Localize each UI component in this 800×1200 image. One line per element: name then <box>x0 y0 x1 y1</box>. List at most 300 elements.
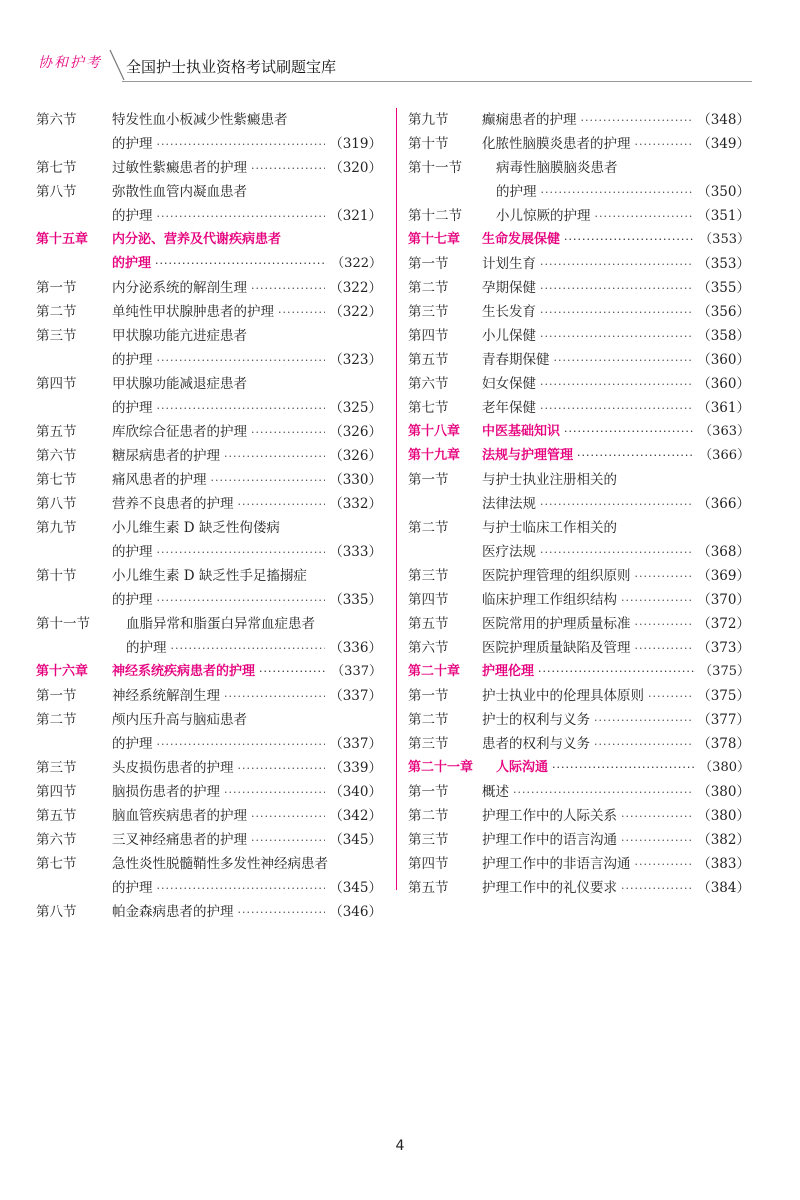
toc-entry-page: （321） <box>329 208 382 224</box>
toc-entry-page: （326） <box>329 424 382 440</box>
toc-entry-label: 第二节 <box>408 712 449 728</box>
dot-leader <box>554 349 694 373</box>
toc-section-entry <box>408 516 750 540</box>
toc-entry-label: 第九节 <box>408 112 449 128</box>
toc-section-entry <box>36 348 382 372</box>
toc-entry-label: 第十一节 <box>408 160 462 176</box>
toc-entry-title: 计划生育 <box>482 256 536 272</box>
toc-chapter-entry <box>408 660 750 684</box>
toc-entry-page: （366） <box>699 448 750 463</box>
toc-entry-page: （345） <box>329 832 382 848</box>
toc-section-entry <box>408 636 750 660</box>
toc-entry-page: （326） <box>329 448 382 464</box>
toc-entry-title: 护理工作中的非语言沟通 <box>482 856 631 872</box>
toc-section-entry <box>36 324 382 348</box>
dot-leader <box>621 877 693 901</box>
toc-entry-title: 过敏性紫癜患者的护理 <box>112 160 247 176</box>
dot-leader <box>621 829 693 853</box>
toc-entry-title: 妇女保健 <box>482 376 536 392</box>
toc-entry-title: 中医基础知识 <box>482 424 561 439</box>
dot-leader <box>540 277 693 301</box>
dot-leader <box>224 685 325 709</box>
toc-entry-title: 的护理 <box>112 736 153 752</box>
dot-leader <box>238 901 326 925</box>
dot-leader <box>157 397 326 421</box>
dot-leader <box>251 157 325 181</box>
toc-section-entry <box>408 372 750 396</box>
toc-entry-title: 内分泌系统的解剖生理 <box>112 280 247 296</box>
toc-section-entry <box>36 876 382 900</box>
toc-entry-label: 第三节 <box>36 760 77 776</box>
toc-section-entry <box>36 852 382 876</box>
toc-entry-title: 内分泌、营养及代谢疾病患者 <box>112 232 282 247</box>
toc-section-entry <box>408 708 750 732</box>
toc-entry-title: 小儿保健 <box>482 328 536 344</box>
toc-entry-label: 第十节 <box>36 568 77 584</box>
toc-entry-page: （382） <box>697 832 750 848</box>
toc-entry-title: 的护理 <box>112 208 153 224</box>
dot-leader <box>251 829 325 853</box>
toc-section-entry <box>36 900 382 924</box>
toc-entry-title: 库欣综合征患者的护理 <box>112 424 247 440</box>
toc-section-entry <box>36 564 382 588</box>
toc-section-entry <box>408 732 750 756</box>
toc-entry-title: 三叉神经痛患者的护理 <box>112 832 247 848</box>
toc-section-entry <box>36 540 382 564</box>
toc-entry-label: 第十二节 <box>408 208 462 224</box>
dot-leader <box>513 781 693 805</box>
toc-entry-title: 营养不良患者的护理 <box>112 496 234 512</box>
toc-entry-page: （337） <box>329 736 382 752</box>
toc-entry-label: 第一节 <box>36 688 77 704</box>
toc-entry-label: 第一节 <box>408 784 449 800</box>
toc-entry-title: 的护理 <box>112 136 153 152</box>
toc-entry-label: 第六节 <box>36 112 77 128</box>
page-header <box>0 0 800 82</box>
toc-entry-title: 的护理 <box>112 352 153 368</box>
toc-entry-page: （368） <box>697 544 750 560</box>
toc-section-entry <box>36 396 382 420</box>
toc-entry-title: 概述 <box>482 784 509 800</box>
toc-entry-title: 的护理 <box>496 184 537 200</box>
toc-entry-title: 弥散性血管内凝血患者 <box>112 184 247 200</box>
dot-leader <box>552 756 695 780</box>
dot-leader <box>635 613 694 637</box>
toc-entry-page: （323） <box>329 352 382 368</box>
dot-leader <box>155 252 327 276</box>
toc-entry-label: 第四节 <box>36 784 77 800</box>
toc-entry-label: 第六节 <box>408 640 449 656</box>
toc-entry-label: 第二节 <box>36 304 77 320</box>
toc-entry-label: 第九节 <box>36 520 77 536</box>
toc-section-entry <box>36 804 382 828</box>
toc-entry-title: 血脂异常和脂蛋白异常血症患者 <box>126 616 315 632</box>
toc-section-entry <box>36 756 382 780</box>
toc-entry-title: 孕期保健 <box>482 280 536 296</box>
toc-entry-title: 甲状腺功能减退症患者 <box>112 376 247 392</box>
toc-entry-label: 第一节 <box>408 472 449 488</box>
page-number: 4 <box>395 1138 405 1154</box>
toc-section-entry <box>408 348 750 372</box>
toc-section-entry <box>408 468 750 492</box>
dot-leader <box>540 301 693 325</box>
dot-leader <box>564 420 695 444</box>
toc-entry-label: 第三节 <box>408 568 449 584</box>
toc-entry-label: 第二节 <box>408 808 449 824</box>
dot-leader <box>635 853 694 877</box>
toc-section-entry <box>36 108 382 132</box>
toc-section-entry <box>36 516 382 540</box>
toc-entry-label: 第五节 <box>408 352 449 368</box>
toc-entry-label: 第二节 <box>36 712 77 728</box>
toc-entry-page: （353） <box>697 256 750 272</box>
toc-entry-page: （350） <box>697 184 750 200</box>
toc-entry-title: 的护理 <box>126 640 167 656</box>
toc-entry-title: 患者的权利与义务 <box>482 736 590 752</box>
toc-section-entry <box>36 612 382 636</box>
toc-section-entry <box>408 684 750 708</box>
toc-entry-page: （363） <box>699 424 750 439</box>
toc-entry-title: 帕金森病患者的护理 <box>112 904 234 920</box>
toc-entry-page: （348） <box>697 112 750 128</box>
toc-chapter-entry <box>36 252 382 276</box>
toc-entry-page: （351） <box>697 208 750 224</box>
toc-section-entry <box>36 204 382 228</box>
toc-entry-label: 第一节 <box>408 256 449 272</box>
dot-leader <box>577 444 695 468</box>
toc-section-entry <box>408 276 750 300</box>
toc-entry-page: （369） <box>697 568 750 584</box>
dot-leader <box>238 757 326 781</box>
toc-entry-title: 生命发展保健 <box>482 232 561 247</box>
dot-leader <box>541 181 694 205</box>
toc-entry-label: 第八节 <box>36 904 77 920</box>
toc-entry-title: 人际沟通 <box>496 760 549 775</box>
brand-logo: 协和护考 <box>38 55 102 71</box>
dot-leader <box>648 685 693 709</box>
toc-entry-title: 护理工作中的人际关系 <box>482 808 617 824</box>
toc-entry-label: 第十六章 <box>36 664 89 679</box>
toc-entry-label: 第二节 <box>408 520 449 536</box>
toc-entry-page: （360） <box>697 376 750 392</box>
toc-entry-title: 医疗法规 <box>482 544 536 560</box>
toc-entry-page: （375） <box>699 664 750 679</box>
toc-entry-title: 头皮损伤患者的护理 <box>112 760 234 776</box>
dot-leader <box>581 109 694 133</box>
dot-leader <box>157 541 326 565</box>
toc-entry-label: 第五节 <box>36 424 77 440</box>
toc-entry-title: 青春期保健 <box>482 352 550 368</box>
toc-entry-page: （377） <box>697 712 750 728</box>
toc-entry-label: 第五节 <box>408 616 449 632</box>
toc-entry-title: 单纯性甲状腺肿患者的护理 <box>112 304 274 320</box>
toc-entry-title: 老年保健 <box>482 400 536 416</box>
toc-entry-label: 第七节 <box>36 472 77 488</box>
dot-leader <box>621 805 693 829</box>
toc-entry-label: 第五节 <box>36 808 77 824</box>
toc-section-entry <box>36 732 382 756</box>
toc-entry-title: 的护理 <box>112 256 152 271</box>
toc-entry-page: （361） <box>697 400 750 416</box>
toc-entry-title: 脑血管疾病患者的护理 <box>112 808 247 824</box>
toc-section-entry <box>408 132 750 156</box>
toc-entry-title: 法规与护理管理 <box>482 448 574 463</box>
toc-entry-title: 小儿维生素 D 缺乏性佝偻病 <box>112 520 280 536</box>
toc-entry-label: 第三节 <box>408 832 449 848</box>
toc-entry-label: 第六节 <box>408 376 449 392</box>
toc-entry-label: 第八节 <box>36 184 77 200</box>
toc-section-entry <box>36 276 382 300</box>
toc-section-entry <box>408 108 750 132</box>
toc-entry-page: （325） <box>329 400 382 416</box>
dot-leader <box>540 325 693 349</box>
toc-entry-title: 护士执业中的伦理具体原则 <box>482 688 644 704</box>
toc-entry-page: （322） <box>331 256 382 271</box>
toc-section-entry <box>36 468 382 492</box>
toc-entry-label: 第一节 <box>408 688 449 704</box>
toc-entry-title: 化脓性脑膜炎患者的护理 <box>482 136 631 152</box>
toc-section-entry <box>408 876 750 900</box>
toc-chapter-entry <box>408 444 750 468</box>
toc-entry-title: 神经系统解剖生理 <box>112 688 220 704</box>
toc-entry-page: （319） <box>329 136 382 152</box>
toc-chapter-entry <box>408 420 750 444</box>
toc-entry-title: 护理伦理 <box>482 664 535 679</box>
toc-section-entry <box>408 252 750 276</box>
toc-entry-label: 第四节 <box>408 856 449 872</box>
toc-entry-label: 第十九章 <box>408 448 461 463</box>
toc-entry-label: 第四节 <box>408 592 449 608</box>
toc-entry-page: （333） <box>329 544 382 560</box>
toc-entry-title: 护士的权利与义务 <box>482 712 590 728</box>
dot-leader <box>211 469 326 493</box>
dot-leader <box>251 277 325 301</box>
toc-entry-title: 医院常用的护理质量标准 <box>482 616 631 632</box>
toc-section-entry <box>408 564 750 588</box>
dot-leader <box>157 349 326 373</box>
toc-entry-page: （342） <box>329 808 382 824</box>
header-rule <box>122 81 752 82</box>
toc-entry-page: （322） <box>329 280 382 296</box>
toc-entry-page: （383） <box>697 856 750 872</box>
toc-section-entry <box>36 828 382 852</box>
toc-entry-page: （375） <box>697 688 750 704</box>
toc-entry-page: （378） <box>697 736 750 752</box>
dot-leader <box>278 301 325 325</box>
toc-entry-page: （345） <box>329 880 382 896</box>
toc-entry-page: （320） <box>329 160 382 176</box>
toc-entry-title: 颅内压升高与脑疝患者 <box>112 712 247 728</box>
dot-leader <box>238 493 326 517</box>
toc-entry-label: 第十节 <box>408 136 449 152</box>
toc-section-entry <box>408 588 750 612</box>
toc-entry-label: 第七节 <box>36 856 77 872</box>
toc-entry-label: 第六节 <box>36 832 77 848</box>
dot-leader <box>538 660 695 684</box>
toc-entry-label: 第三节 <box>408 304 449 320</box>
toc-entry-page: （339） <box>329 760 382 776</box>
toc-entry-title: 的护理 <box>112 880 153 896</box>
toc-entry-page: （384） <box>697 880 750 896</box>
dot-leader <box>540 373 693 397</box>
toc-entry-label: 第三节 <box>408 736 449 752</box>
dot-leader <box>621 589 693 613</box>
toc-section-entry <box>408 300 750 324</box>
dot-leader <box>635 133 694 157</box>
toc-entry-page: （322） <box>329 304 382 320</box>
toc-entry-label: 第二节 <box>408 280 449 296</box>
toc-entry-page: （355） <box>697 280 750 296</box>
toc-entry-page: （380） <box>697 784 750 800</box>
dot-leader <box>157 877 326 901</box>
toc-entry-label: 第十五章 <box>36 232 89 247</box>
toc-entry-label: 第十一节 <box>36 616 90 632</box>
toc-entry-title: 医院护理管理的组织原则 <box>482 568 631 584</box>
toc-entry-title: 神经系统疾病患者的护理 <box>112 664 256 679</box>
toc-section-entry <box>408 612 750 636</box>
toc-section-entry <box>36 372 382 396</box>
toc-section-entry <box>408 156 750 180</box>
toc-section-entry <box>408 180 750 204</box>
toc-entry-label: 第二十一章 <box>408 760 474 775</box>
toc-entry-title: 急性炎性脱髓鞘性多发性神经病患者 <box>112 856 328 872</box>
toc-entry-title: 与护士执业注册相关的 <box>482 472 617 488</box>
toc-entry-title: 的护理 <box>112 400 153 416</box>
toc-entry-page: （366） <box>697 496 750 512</box>
toc-entry-page: （337） <box>329 688 382 704</box>
dot-leader <box>157 589 326 613</box>
dot-leader <box>251 805 325 829</box>
dot-leader <box>635 637 694 661</box>
toc-entry-label: 第三节 <box>36 328 77 344</box>
toc-entry-title: 的护理 <box>112 592 153 608</box>
toc-chapter-entry <box>408 756 750 780</box>
dot-leader <box>224 445 325 469</box>
toc-entry-page: （372） <box>697 616 750 632</box>
toc-entry-page: （335） <box>329 592 382 608</box>
toc-entry-label: 第一节 <box>36 280 77 296</box>
toc-section-entry <box>408 780 750 804</box>
toc-entry-title: 法律法规 <box>482 496 536 512</box>
toc-entry-title: 临床护理工作组织结构 <box>482 592 617 608</box>
toc-left-column <box>36 108 382 924</box>
toc-section-entry <box>408 540 750 564</box>
toc-chapter-entry <box>408 228 750 252</box>
dot-leader <box>635 565 694 589</box>
toc-section-entry <box>36 420 382 444</box>
toc-entry-label: 第四节 <box>36 376 77 392</box>
toc-entry-title: 糖尿病患者的护理 <box>112 448 220 464</box>
toc-entry-title: 小儿惊厥的护理 <box>496 208 591 224</box>
toc-section-entry <box>36 156 382 180</box>
toc-entry-page: （380） <box>699 760 750 775</box>
toc-entry-label: 第六节 <box>36 448 77 464</box>
toc-entry-title: 与护士临床工作相关的 <box>482 520 617 536</box>
dot-leader <box>157 733 326 757</box>
toc-entry-title: 特发性血小板减少性紫癜患者 <box>112 112 288 128</box>
dot-leader <box>540 253 693 277</box>
toc-entry-label: 第八节 <box>36 496 77 512</box>
toc-section-entry <box>408 324 750 348</box>
toc-entry-title: 癫痫患者的护理 <box>482 112 577 128</box>
dot-leader <box>540 493 693 517</box>
dot-leader <box>540 397 693 421</box>
toc-entry-title: 的护理 <box>112 544 153 560</box>
toc-entry-label: 第二十章 <box>408 664 461 679</box>
toc-entry-label: 第五节 <box>408 880 449 896</box>
dot-leader <box>564 228 695 252</box>
toc-section-entry <box>36 180 382 204</box>
toc-entry-title: 医院护理质量缺陷及管理 <box>482 640 631 656</box>
toc-entry-title: 脑损伤患者的护理 <box>112 784 220 800</box>
toc-section-entry <box>36 492 382 516</box>
toc-section-entry <box>36 684 382 708</box>
column-divider <box>396 108 397 890</box>
toc-section-entry <box>408 852 750 876</box>
toc-section-entry <box>36 132 382 156</box>
toc-section-entry <box>36 444 382 468</box>
toc-entry-page: （380） <box>697 808 750 824</box>
toc-entry-title: 护理工作中的语言沟通 <box>482 832 617 848</box>
toc-entry-label: 第四节 <box>408 328 449 344</box>
toc-entry-title: 小儿维生素 D 缺乏性手足搐搦症 <box>112 568 307 584</box>
toc-entry-title: 生长发育 <box>482 304 536 320</box>
toc-entry-page: （370） <box>697 592 750 608</box>
toc-entry-page: （373） <box>697 640 750 656</box>
toc-section-entry <box>408 396 750 420</box>
dot-leader <box>259 660 327 684</box>
toc-section-entry <box>36 300 382 324</box>
toc-section-entry <box>408 492 750 516</box>
toc-entry-title: 护理工作中的礼仪要求 <box>482 880 617 896</box>
toc-entry-page: （336） <box>329 640 382 656</box>
toc-entry-page: （337） <box>331 664 382 679</box>
toc-chapter-entry <box>36 660 382 684</box>
book-title: 全国护士执业资格考试刷题宝库 <box>126 58 337 76</box>
toc-section-entry <box>36 708 382 732</box>
toc-entry-page: （340） <box>329 784 382 800</box>
toc-chapter-entry <box>36 228 382 252</box>
toc-entry-page: （346） <box>329 904 382 920</box>
dot-leader <box>157 133 326 157</box>
toc-entry-label: 第十七章 <box>408 232 461 247</box>
dot-leader <box>595 205 694 229</box>
toc-section-entry <box>36 780 382 804</box>
toc-section-entry <box>36 588 382 612</box>
toc-entry-label: 第七节 <box>408 400 449 416</box>
dot-leader <box>594 709 693 733</box>
toc-entry-title: 病毒性脑膜脑炎患者 <box>496 160 618 176</box>
toc-entry-page: （349） <box>697 136 750 152</box>
toc-entry-page: （358） <box>697 328 750 344</box>
toc-section-entry <box>408 204 750 228</box>
toc-entry-label: 第十八章 <box>408 424 461 439</box>
dot-leader <box>594 733 693 757</box>
toc-entry-label: 第七节 <box>36 160 77 176</box>
toc-entry-page: （356） <box>697 304 750 320</box>
header-slash-icon <box>108 48 126 82</box>
toc-entry-title: 痛风患者的护理 <box>112 472 207 488</box>
dot-leader <box>157 205 326 229</box>
toc-entry-title: 甲状腺功能亢进症患者 <box>112 328 247 344</box>
toc-entry-page: （360） <box>697 352 750 368</box>
dot-leader <box>251 421 325 445</box>
toc-section-entry <box>408 828 750 852</box>
dot-leader <box>171 637 326 661</box>
toc-entry-page: （332） <box>329 496 382 512</box>
toc-section-entry <box>36 636 382 660</box>
dot-leader <box>540 541 693 565</box>
